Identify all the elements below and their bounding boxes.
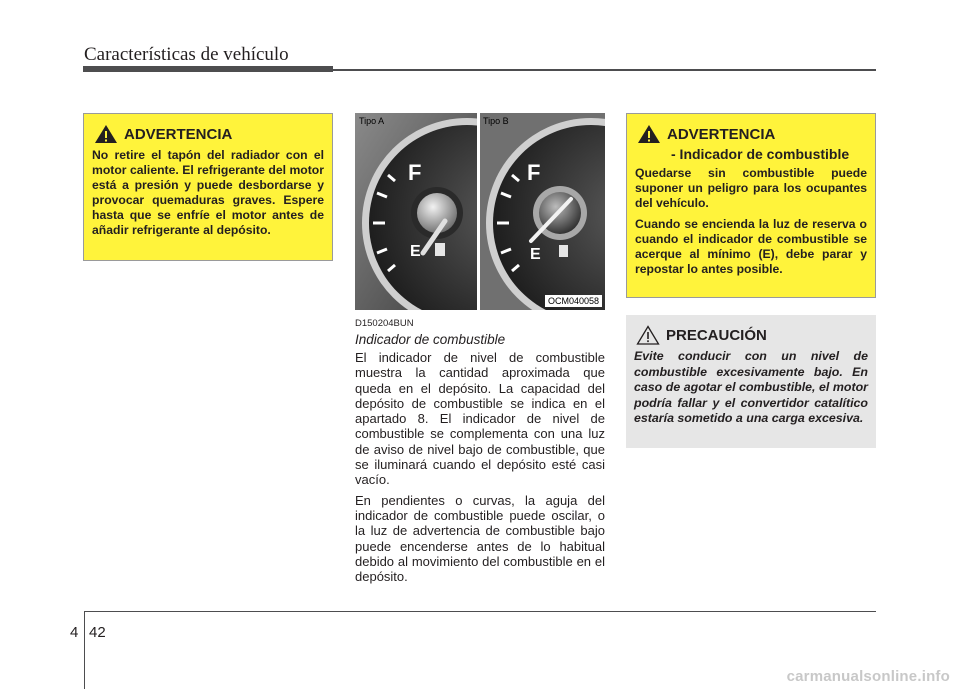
warning-text: No retire el tapón del radiador con el motor caliente. El refrigerante del motor está a presión y puede desbordarse y provocar quemaduras graves. Espere hasta que se enfríe el motor antes de añadir refrigerante al depósito. — [92, 148, 324, 237]
gauge-empty-mark-a: E — [410, 243, 421, 260]
fuel-gauge-figure — [355, 113, 605, 310]
gauge-empty-mark-b: E — [530, 246, 541, 263]
article-paragraph-2: En pendientes o curvas, la aguja del indicador de combustible puede oscilar, o la luz de advertencia de combustible bajo puede encenderse antes de lo habitual debido al movimiento del combustible en el depósito. — [355, 492, 605, 585]
watermark: carmanualsonline.info — [786, 668, 950, 685]
caution-box — [626, 315, 876, 448]
warning-fuel-subtitle: - Indicador de combustible — [671, 146, 850, 162]
warning-box-fuel — [626, 113, 876, 298]
article-title: Indicador de combustible — [355, 332, 506, 347]
article-code: D150204BUN — [355, 318, 414, 329]
fuel-gauge-illustration — [355, 113, 605, 310]
header-rule-thin — [333, 69, 876, 71]
caution-header — [634, 325, 868, 345]
figure-code: OCM040058 — [545, 295, 602, 307]
warning-fuel-text — [635, 166, 867, 277]
gauge-full-mark-a: F — [408, 160, 422, 185]
warning-triangle-icon — [637, 124, 661, 144]
article-paragraph-1: El indicador de nivel de combustible muestra la cantidad aproximada que queda en el depósito. La capacidad del depósito de combustible se indica en el apartado 8. El indicador de nivel de combustible se complementa con una luz de aviso de nivel bajo de combustible, que se iluminará cuando el depósito esté casi vacío. — [355, 350, 605, 488]
page-header-title: Características de vehículo — [84, 44, 289, 65]
article-fuel-gauge — [355, 318, 605, 589]
footer-rule-horizontal — [84, 611, 876, 612]
figure-label-type-a: Tipo A — [359, 116, 385, 126]
gauge-full-mark-b: F — [527, 160, 541, 185]
caution-triangle-icon — [636, 325, 660, 345]
warning-fuel-header — [635, 124, 867, 144]
caution-title: PRECAUCIÓN — [666, 326, 767, 344]
warning-fuel-paragraph-2: Cuando se encienda la luz de reserva o cuando el indicador de combustible se acerque al mínimo (E), debe parar y repostar lo antes posible. — [635, 217, 867, 276]
header-rule-thick — [83, 66, 333, 72]
figure-label-type-b: Tipo B — [483, 116, 509, 126]
page-section-number: 4 — [70, 624, 79, 641]
warning-box-radiator — [83, 113, 333, 261]
warning-title: ADVERTENCIA — [124, 125, 233, 143]
footer-rule-vertical — [84, 611, 85, 689]
warning-fuel-paragraph-1: Quedarse sin combustible puede suponer un peligro para los ocupantes del vehículo. — [635, 166, 867, 210]
warning-header — [92, 124, 324, 144]
warning-fuel-title: ADVERTENCIA — [667, 125, 776, 143]
page-number: 42 — [89, 624, 106, 641]
warning-triangle-icon — [94, 124, 118, 144]
caution-text: Evite conducir con un nivel de combustible excesivamente bajo. En caso de agotar el combustible, el motor podría fallar y el convertidor catalítico estaría sometido a una carga excesiva. — [634, 349, 868, 425]
